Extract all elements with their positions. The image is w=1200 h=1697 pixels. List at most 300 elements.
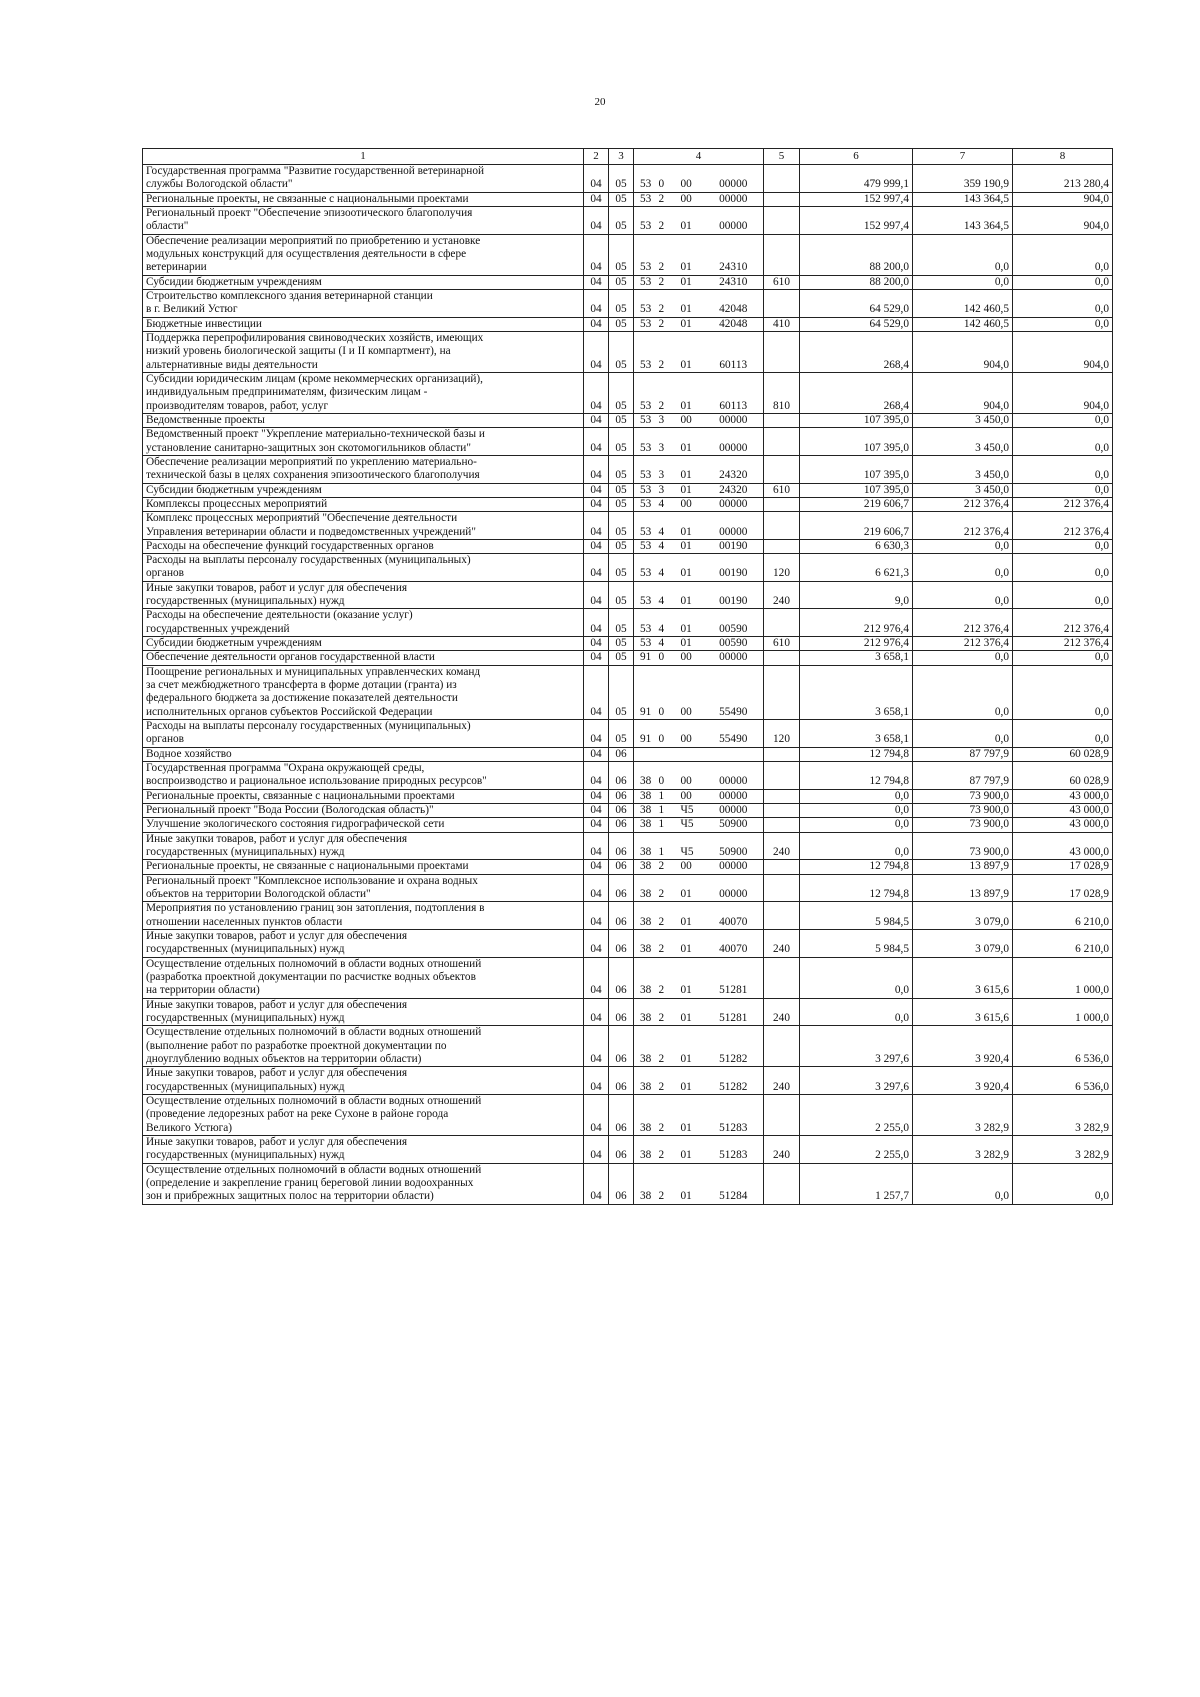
subsection-code: 05 xyxy=(609,428,634,456)
program-code: 53 xyxy=(634,637,656,651)
amount-col-7: 13 897,9 xyxy=(913,860,1013,874)
amount-col-8: 0,0 xyxy=(1013,455,1113,483)
direction-code: 00000 xyxy=(704,762,764,790)
subsection-code: 06 xyxy=(609,1135,634,1163)
subsection-code: 06 xyxy=(609,874,634,902)
row-name: Ведомственный проект "Укрепление материально-технической базы и установление санитарно-защитных зон скотомогильников области" xyxy=(143,428,584,456)
subprogram-code: 2 xyxy=(656,1026,678,1067)
subprogram-code: 0 xyxy=(656,762,678,790)
direction-code: 51284 xyxy=(704,1163,764,1204)
subprogram-code: 2 xyxy=(656,206,678,234)
amount-col-8: 6 210,0 xyxy=(1013,902,1113,930)
subsection-code: 06 xyxy=(609,818,634,832)
amount-col-7: 3 615,6 xyxy=(913,957,1013,998)
row-name: Региональный проект "Обеспечение эпизоотического благополучия области" xyxy=(143,206,584,234)
expense-type-code xyxy=(764,234,800,275)
program-code: 38 xyxy=(634,832,656,860)
subsection-code: 06 xyxy=(609,957,634,998)
row-name: Поощрение региональных и муниципальных управленческих команд за счет межбюджетного трансферта в форме дотации (гранта) из федерального бюджета за достижение показателей деятельности исполнительных органов субъектов Российской Федерации xyxy=(143,665,584,719)
table-row xyxy=(143,206,1113,234)
section-code: 04 xyxy=(584,818,609,832)
row-name: Расходы на обеспечение функций государственных органов xyxy=(143,539,584,553)
project-code: 01 xyxy=(678,581,704,609)
project-code: 01 xyxy=(678,289,704,317)
expense-type-code xyxy=(764,1163,800,1204)
section-code: 04 xyxy=(584,874,609,902)
amount-col-8: 43 000,0 xyxy=(1013,804,1113,818)
subprogram-code: 3 xyxy=(656,455,678,483)
table-row xyxy=(143,164,1113,192)
expense-type-code: 240 xyxy=(764,581,800,609)
section-code: 04 xyxy=(584,998,609,1026)
subprogram-code: 1 xyxy=(656,789,678,803)
row-name: Осуществление отдельных полномочий в области водных отношений (разработка проектной документации по расчистке водных объектов на территории области) xyxy=(143,957,584,998)
subprogram-code: 4 xyxy=(656,497,678,511)
amount-col-6: 64 529,0 xyxy=(800,289,913,317)
subsection-code: 05 xyxy=(609,539,634,553)
amount-col-8: 3 282,9 xyxy=(1013,1094,1113,1135)
amount-col-7: 3 615,6 xyxy=(913,998,1013,1026)
direction-code: 42048 xyxy=(704,317,764,331)
amount-col-6: 107 395,0 xyxy=(800,413,913,427)
section-code: 04 xyxy=(584,747,609,761)
direction-code: 00000 xyxy=(704,860,764,874)
row-name: Поддержка перепрофилирования свиноводческих хозяйств, имеющих низкий уровень биологической защиты (I и II компартмент), на альтернативные виды деятельности xyxy=(143,331,584,372)
project-code: 01 xyxy=(678,372,704,413)
expense-type-code xyxy=(764,512,800,540)
direction-code: 00000 xyxy=(704,789,764,803)
header-row xyxy=(143,149,1113,165)
section-code: 04 xyxy=(584,483,609,497)
subprogram-code xyxy=(656,747,678,761)
section-code: 04 xyxy=(584,762,609,790)
project-code: 01 xyxy=(678,1094,704,1135)
section-code: 04 xyxy=(584,413,609,427)
program-code: 38 xyxy=(634,1135,656,1163)
section-code: 04 xyxy=(584,637,609,651)
amount-col-8: 0,0 xyxy=(1013,539,1113,553)
row-name: Субсидии бюджетным учреждениям xyxy=(143,275,584,289)
row-name: Строительство комплексного здания ветеринарной станции в г. Великий Устюг xyxy=(143,289,584,317)
project-code: 00 xyxy=(678,497,704,511)
table-row xyxy=(143,413,1113,427)
expense-type-code xyxy=(764,609,800,637)
amount-col-7: 73 900,0 xyxy=(913,832,1013,860)
header-col-4: 4 xyxy=(634,149,764,165)
subsection-code: 05 xyxy=(609,554,634,582)
program-code: 53 xyxy=(634,497,656,511)
amount-col-7: 212 376,4 xyxy=(913,512,1013,540)
amount-col-6: 12 794,8 xyxy=(800,874,913,902)
amount-col-7: 0,0 xyxy=(913,539,1013,553)
amount-col-7: 142 460,5 xyxy=(913,289,1013,317)
section-code: 04 xyxy=(584,860,609,874)
amount-col-8: 904,0 xyxy=(1013,372,1113,413)
project-code: 01 xyxy=(678,428,704,456)
expense-type-code xyxy=(764,206,800,234)
amount-col-6: 12 794,8 xyxy=(800,747,913,761)
amount-col-8: 0,0 xyxy=(1013,581,1113,609)
expense-type-code: 240 xyxy=(764,1135,800,1163)
expense-type-code xyxy=(764,747,800,761)
subprogram-code: 4 xyxy=(656,581,678,609)
row-name: Обеспечение деятельности органов государственной власти xyxy=(143,651,584,665)
section-code: 04 xyxy=(584,497,609,511)
subsection-code: 05 xyxy=(609,581,634,609)
row-name: Субсидии бюджетным учреждениям xyxy=(143,637,584,651)
section-code: 04 xyxy=(584,720,609,748)
program-code: 53 xyxy=(634,581,656,609)
direction-code: 51281 xyxy=(704,957,764,998)
table-row xyxy=(143,554,1113,582)
expense-type-code xyxy=(764,331,800,372)
program-code: 38 xyxy=(634,789,656,803)
budget-table xyxy=(142,148,1113,1205)
amount-col-8: 212 376,4 xyxy=(1013,637,1113,651)
table-row xyxy=(143,512,1113,540)
project-code: 00 xyxy=(678,192,704,206)
amount-col-8: 60 028,9 xyxy=(1013,747,1113,761)
expense-type-code: 120 xyxy=(764,554,800,582)
subsection-code: 05 xyxy=(609,413,634,427)
subsection-code: 06 xyxy=(609,762,634,790)
subprogram-code: 2 xyxy=(656,289,678,317)
section-code: 04 xyxy=(584,804,609,818)
subprogram-code: 1 xyxy=(656,804,678,818)
program-code: 53 xyxy=(634,428,656,456)
table-row xyxy=(143,192,1113,206)
project-code: 01 xyxy=(678,998,704,1026)
table-row xyxy=(143,860,1113,874)
section-code: 04 xyxy=(584,1067,609,1095)
header-col-1: 1 xyxy=(143,149,584,165)
direction-code: 00000 xyxy=(704,804,764,818)
subsection-code: 05 xyxy=(609,331,634,372)
row-name: Государственная программа "Охрана окружающей среды, воспроизводство и рациональное использование природных ресурсов" xyxy=(143,762,584,790)
direction-code: 00190 xyxy=(704,581,764,609)
subsection-code: 06 xyxy=(609,998,634,1026)
subprogram-code: 4 xyxy=(656,609,678,637)
program-code: 53 xyxy=(634,317,656,331)
table-row xyxy=(143,581,1113,609)
program-code: 91 xyxy=(634,720,656,748)
amount-col-6: 219 606,7 xyxy=(800,497,913,511)
page-number: 20 xyxy=(594,96,606,108)
section-code: 04 xyxy=(584,651,609,665)
table-row xyxy=(143,874,1113,902)
program-code: 53 xyxy=(634,539,656,553)
amount-col-8: 0,0 xyxy=(1013,428,1113,456)
subsection-code: 05 xyxy=(609,609,634,637)
subprogram-code: 0 xyxy=(656,651,678,665)
program-code: 53 xyxy=(634,331,656,372)
amount-col-6: 6 621,3 xyxy=(800,554,913,582)
amount-col-6: 0,0 xyxy=(800,832,913,860)
project-code: 00 xyxy=(678,651,704,665)
amount-col-6: 88 200,0 xyxy=(800,234,913,275)
row-name: Ведомственные проекты xyxy=(143,413,584,427)
section-code: 04 xyxy=(584,192,609,206)
subsection-code: 05 xyxy=(609,483,634,497)
project-code: 01 xyxy=(678,539,704,553)
amount-col-8: 6 210,0 xyxy=(1013,930,1113,958)
subprogram-code: 0 xyxy=(656,665,678,719)
section-code: 04 xyxy=(584,832,609,860)
section-code: 04 xyxy=(584,930,609,958)
project-code: Ч5 xyxy=(678,804,704,818)
amount-col-8: 0,0 xyxy=(1013,651,1113,665)
row-name: Осуществление отдельных полномочий в области водных отношений (определение и закрепление границ береговой линии водоохранных зон и прибрежных защитных полос на территории области) xyxy=(143,1163,584,1204)
program-code: 53 xyxy=(634,372,656,413)
table-row xyxy=(143,651,1113,665)
amount-col-8: 0,0 xyxy=(1013,720,1113,748)
amount-col-7: 0,0 xyxy=(913,581,1013,609)
row-name: Расходы на обеспечение деятельности (оказание услуг) государственных учреждений xyxy=(143,609,584,637)
direction-code: 00000 xyxy=(704,497,764,511)
amount-col-7: 3 282,9 xyxy=(913,1135,1013,1163)
amount-col-7: 212 376,4 xyxy=(913,497,1013,511)
section-code: 04 xyxy=(584,609,609,637)
subprogram-code: 1 xyxy=(656,832,678,860)
amount-col-6: 0,0 xyxy=(800,804,913,818)
amount-col-6: 479 999,1 xyxy=(800,164,913,192)
project-code: 01 xyxy=(678,554,704,582)
section-code: 04 xyxy=(584,1163,609,1204)
amount-col-8: 212 376,4 xyxy=(1013,609,1113,637)
direction-code: 24310 xyxy=(704,234,764,275)
project-code: 01 xyxy=(678,902,704,930)
subprogram-code: 2 xyxy=(656,902,678,930)
section-code: 04 xyxy=(584,512,609,540)
expense-type-code: 810 xyxy=(764,372,800,413)
row-name: Иные закупки товаров, работ и услуг для обеспечения государственных (муниципальных) нужд xyxy=(143,930,584,958)
header-col-2: 2 xyxy=(584,149,609,165)
direction-code: 00590 xyxy=(704,637,764,651)
amount-col-6: 107 395,0 xyxy=(800,455,913,483)
table-row xyxy=(143,665,1113,719)
expense-type-code: 240 xyxy=(764,1067,800,1095)
expense-type-code: 610 xyxy=(764,275,800,289)
amount-col-8: 904,0 xyxy=(1013,192,1113,206)
direction-code: 51283 xyxy=(704,1094,764,1135)
amount-col-8: 212 376,4 xyxy=(1013,512,1113,540)
direction-code: 51282 xyxy=(704,1026,764,1067)
row-name: Осуществление отдельных полномочий в области водных отношений (проведение ледорезных работ на реке Сухоне в районе города Великого Устюга) xyxy=(143,1094,584,1135)
amount-col-8: 212 376,4 xyxy=(1013,497,1113,511)
table-row xyxy=(143,998,1113,1026)
table-row xyxy=(143,747,1113,761)
subsection-code: 05 xyxy=(609,206,634,234)
amount-col-8: 43 000,0 xyxy=(1013,789,1113,803)
direction-code: 24320 xyxy=(704,483,764,497)
subsection-code: 06 xyxy=(609,832,634,860)
program-code: 53 xyxy=(634,289,656,317)
program-code: 38 xyxy=(634,860,656,874)
amount-col-7: 0,0 xyxy=(913,651,1013,665)
expense-type-code: 240 xyxy=(764,930,800,958)
subsection-code: 05 xyxy=(609,289,634,317)
subprogram-code: 2 xyxy=(656,192,678,206)
subsection-code: 05 xyxy=(609,512,634,540)
project-code: 00 xyxy=(678,413,704,427)
direction-code: 42048 xyxy=(704,289,764,317)
direction-code: 60113 xyxy=(704,372,764,413)
row-name: Государственная программа "Развитие государственной ветеринарной службы Вологодской области" xyxy=(143,164,584,192)
expense-type-code: 410 xyxy=(764,317,800,331)
table-row xyxy=(143,818,1113,832)
section-code: 04 xyxy=(584,554,609,582)
expense-type-code xyxy=(764,818,800,832)
subprogram-code: 2 xyxy=(656,1135,678,1163)
subsection-code: 06 xyxy=(609,1163,634,1204)
expense-type-code xyxy=(764,957,800,998)
amount-col-7: 3 079,0 xyxy=(913,902,1013,930)
program-code: 53 xyxy=(634,512,656,540)
amount-col-7: 3 450,0 xyxy=(913,483,1013,497)
amount-col-8: 1 000,0 xyxy=(1013,957,1113,998)
program-code: 53 xyxy=(634,192,656,206)
row-name: Обеспечение реализации мероприятий по укреплению материально- технической базы в целях сохранения эпизоотического благополучия xyxy=(143,455,584,483)
expense-type-code: 240 xyxy=(764,832,800,860)
amount-col-7: 359 190,9 xyxy=(913,164,1013,192)
expense-type-code xyxy=(764,289,800,317)
amount-col-7: 212 376,4 xyxy=(913,637,1013,651)
subprogram-code: 1 xyxy=(656,818,678,832)
program-code: 38 xyxy=(634,902,656,930)
row-name: Региональные проекты, не связанные с национальными проектами xyxy=(143,860,584,874)
amount-col-8: 0,0 xyxy=(1013,665,1113,719)
direction-code: 00000 xyxy=(704,512,764,540)
program-code: 53 xyxy=(634,554,656,582)
table-row xyxy=(143,1163,1113,1204)
amount-col-8: 17 028,9 xyxy=(1013,860,1113,874)
amount-col-7: 0,0 xyxy=(913,554,1013,582)
subprogram-code: 2 xyxy=(656,1067,678,1095)
amount-col-8: 0,0 xyxy=(1013,317,1113,331)
program-code: 53 xyxy=(634,164,656,192)
row-name: Расходы на выплаты персоналу государственных (муниципальных) органов xyxy=(143,554,584,582)
amount-col-6: 5 984,5 xyxy=(800,930,913,958)
direction-code: 40070 xyxy=(704,902,764,930)
project-code: 01 xyxy=(678,455,704,483)
row-name: Иные закупки товаров, работ и услуг для обеспечения государственных (муниципальных) нужд xyxy=(143,998,584,1026)
section-code: 04 xyxy=(584,234,609,275)
subsection-code: 05 xyxy=(609,455,634,483)
amount-col-8: 0,0 xyxy=(1013,275,1113,289)
project-code: 01 xyxy=(678,874,704,902)
subsection-code: 05 xyxy=(609,372,634,413)
amount-col-7: 212 376,4 xyxy=(913,609,1013,637)
amount-col-8: 0,0 xyxy=(1013,234,1113,275)
amount-col-6: 107 395,0 xyxy=(800,428,913,456)
project-code: 01 xyxy=(678,275,704,289)
table-row xyxy=(143,275,1113,289)
project-code xyxy=(678,747,704,761)
row-name: Комплексы процессных мероприятий xyxy=(143,497,584,511)
table-row xyxy=(143,331,1113,372)
table-row xyxy=(143,317,1113,331)
table-row xyxy=(143,804,1113,818)
subprogram-code: 2 xyxy=(656,275,678,289)
section-code: 04 xyxy=(584,581,609,609)
subprogram-code: 2 xyxy=(656,331,678,372)
project-code: 00 xyxy=(678,860,704,874)
amount-col-6: 212 976,4 xyxy=(800,637,913,651)
section-code: 04 xyxy=(584,665,609,719)
amount-col-8: 6 536,0 xyxy=(1013,1067,1113,1095)
subprogram-code: 2 xyxy=(656,234,678,275)
program-code: 38 xyxy=(634,1094,656,1135)
subprogram-code: 3 xyxy=(656,483,678,497)
program-code: 53 xyxy=(634,455,656,483)
project-code: 00 xyxy=(678,164,704,192)
amount-col-8: 213 280,4 xyxy=(1013,164,1113,192)
subprogram-code: 4 xyxy=(656,637,678,651)
direction-code: 55490 xyxy=(704,665,764,719)
row-name: Иные закупки товаров, работ и услуг для обеспечения государственных (муниципальных) нужд xyxy=(143,581,584,609)
project-code: 01 xyxy=(678,957,704,998)
direction-code: 00590 xyxy=(704,609,764,637)
row-name: Улучшение экологического состояния гидрографической сети xyxy=(143,818,584,832)
direction-code: 00000 xyxy=(704,192,764,206)
subprogram-code: 2 xyxy=(656,317,678,331)
direction-code: 50900 xyxy=(704,832,764,860)
amount-col-6: 0,0 xyxy=(800,789,913,803)
amount-col-8: 0,0 xyxy=(1013,413,1113,427)
amount-col-6: 268,4 xyxy=(800,372,913,413)
amount-col-7: 87 797,9 xyxy=(913,747,1013,761)
table-row xyxy=(143,1135,1113,1163)
amount-col-6: 3 658,1 xyxy=(800,720,913,748)
amount-col-7: 87 797,9 xyxy=(913,762,1013,790)
amount-col-8: 3 282,9 xyxy=(1013,1135,1113,1163)
subprogram-code: 2 xyxy=(656,930,678,958)
subprogram-code: 0 xyxy=(656,720,678,748)
subsection-code: 05 xyxy=(609,234,634,275)
amount-col-6: 0,0 xyxy=(800,998,913,1026)
project-code: 01 xyxy=(678,483,704,497)
amount-col-7: 142 460,5 xyxy=(913,317,1013,331)
subsection-code: 05 xyxy=(609,651,634,665)
section-code: 04 xyxy=(584,372,609,413)
direction-code: 00190 xyxy=(704,554,764,582)
table-row xyxy=(143,720,1113,748)
section-code: 04 xyxy=(584,1094,609,1135)
program-code xyxy=(634,747,656,761)
direction-code: 24310 xyxy=(704,275,764,289)
program-code: 91 xyxy=(634,651,656,665)
expense-type-code xyxy=(764,762,800,790)
amount-col-6: 1 257,7 xyxy=(800,1163,913,1204)
row-name: Водное хозяйство xyxy=(143,747,584,761)
amount-col-6: 152 997,4 xyxy=(800,206,913,234)
subprogram-code: 3 xyxy=(656,413,678,427)
section-code: 04 xyxy=(584,957,609,998)
row-name: Субсидии юридическим лицам (кроме некоммерческих организаций), индивидуальным предпринимателям, физическим лицам - производителям товаров, работ, услуг xyxy=(143,372,584,413)
amount-col-7: 0,0 xyxy=(913,1163,1013,1204)
program-code: 53 xyxy=(634,609,656,637)
expense-type-code: 120 xyxy=(764,720,800,748)
subsection-code: 06 xyxy=(609,1067,634,1095)
table-row xyxy=(143,637,1113,651)
section-code: 04 xyxy=(584,331,609,372)
expense-type-code xyxy=(764,539,800,553)
expense-type-code xyxy=(764,651,800,665)
amount-col-6: 3 658,1 xyxy=(800,665,913,719)
amount-col-7: 904,0 xyxy=(913,372,1013,413)
subsection-code: 05 xyxy=(609,665,634,719)
direction-code: 51282 xyxy=(704,1067,764,1095)
